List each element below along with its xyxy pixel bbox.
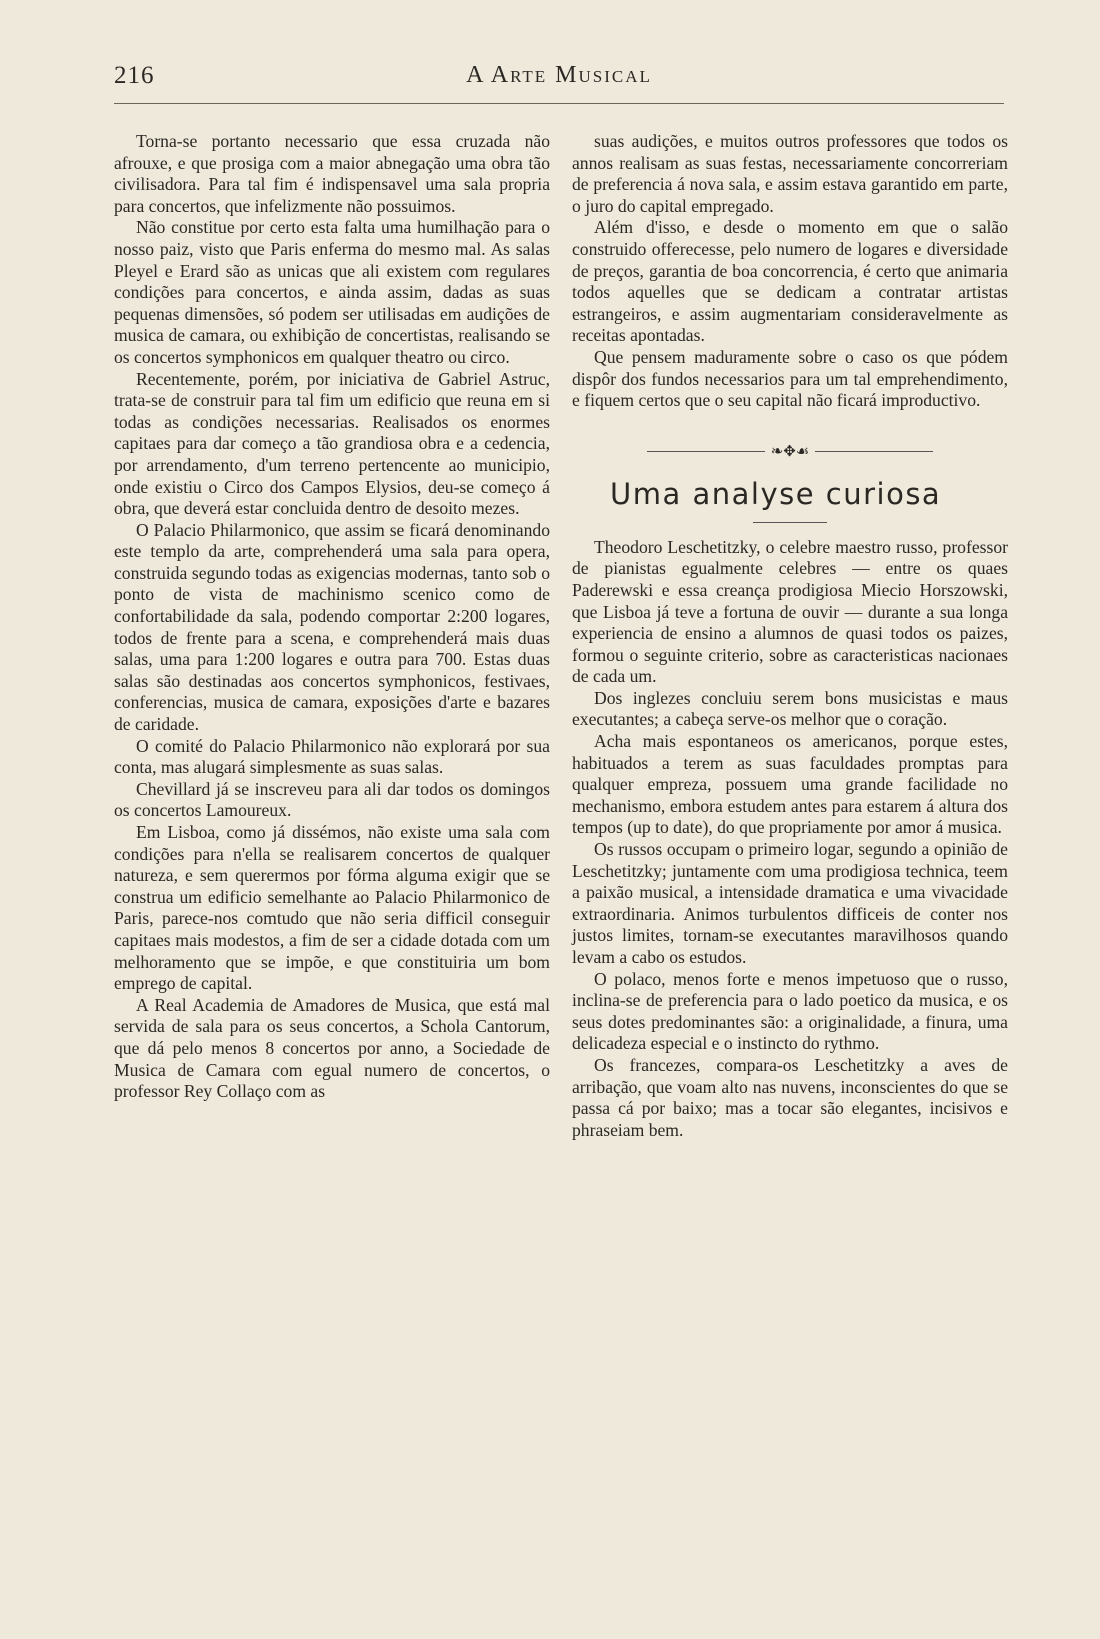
paragraph: Que pensem maduramente sobre o caso os que pódem dispôr dos fundos necessarios para um tal emprehendimento, e fiquem certos que o seu capital não ficará improductivo.	[572, 346, 1008, 411]
paragraph: Em Lisboa, como já dissémos, não existe uma sala com condições para n'ella se realisarem concertos de qualquer natureza, e sem querermos por fórma alguma exigir que se construa um edificio semelhante ao Palacio Philarmonico de Paris, parece-nos comtudo que não seria difficil conseguir capitaes mais modestos, a fim de ser a cidade dotada com um melhoramento que se impõe, e que constituiria um bom emprego de capital.	[114, 822, 550, 994]
section-divider	[572, 441, 1008, 460]
paragraph: Os francezes, compara-os Leschetitzky a aves de arribação, que voam alto nas nuvens, inconscientes do que se passa cá por baixo; mas a tocar são elegantes, incisivos e phraseiam bem.	[572, 1054, 1008, 1140]
paragraph: Torna-se portanto necessario que essa cruzada não afrouxe, e que prosiga com a maior abnegação uma obra tão civilisadora. Para tal fim é indispensavel uma sala propria para concertos, que infelizmente não possuimos.	[114, 131, 550, 216]
section-title: Uma analyse curiosa	[610, 476, 942, 511]
paragraph: Chevillard já se inscreveu para ali dar todos os domingos os concertos Lamoureux.	[114, 778, 550, 821]
fleuron-icon: ❧✥☙	[770, 441, 810, 460]
paragraph: suas audições, e muitos outros professores que todos os annos realisam as suas festas, necessariamente concorreriam de preferencia á nova sala, e assim estava garantido em parte, o juro do capital empregado.	[572, 131, 1008, 216]
divider-line-left	[647, 451, 765, 452]
paragraph: O comité do Palacio Philarmonico não explorará por sua conta, mas alugará simplesmente as suas salas.	[114, 735, 550, 778]
paragraph: Não constitue por certo esta falta uma humilhação para o nosso paiz, visto que Paris enferma do mesmo mal. As salas Pleyel e Erard são as unicas que ali existem com regulares condições para concertos, e ainda assim, dadas as suas pequenas dimensões, só podem ser utilisadas em audições de musica de camara, ou exhibição de concertistas, realisando se os concertos symphonicos em qualquer theatro ou circo.	[114, 217, 550, 367]
paragraph: Recentemente, porém, por iniciativa de Gabriel Astruc, trata-se de construir para tal fim um edificio que reuna em si todas as condições necessarias. Realisados os enormes capitaes para dar começo a tão grandiosa obra e a cedencia, por arrendamento, d'um terreno pertencente ao municipio, onde existiu o Circo dos Campos Elysios, deu-se começo á obra, que deverá estar concluida dentro de desoito mezes.	[114, 368, 550, 519]
paragraph: Os russos occupam o primeiro logar, segundo a opinião de Leschetitzky; juntamente com uma prodigiosa technica, teem a paixão musical, a intensidade dramatica e uma vivacidade extraordinaria. Animos turbulentos difficeis de conter nos justos limites, tornam-se executantes maravilhosos quando levam a cabo os estudos.	[572, 839, 1008, 967]
right-column	[572, 131, 1008, 1141]
paragraph: Dos inglezes concluiu serem bons musicistas e maus executantes; a cabeça serve-os melhor que o coração.	[572, 687, 1008, 730]
title-underline	[753, 522, 827, 523]
page-header	[114, 62, 1004, 102]
paragraph: Além d'isso, e desde o momento em que o salão construido offerecesse, pelo numero de logares e diversidade de preços, garantia de boa concorrencia, é certo que animaria todos aquelles que se dedicam a contratar artistas estrangeiros, e assim augmentariam consideravelmente as receitas apontadas.	[572, 217, 1008, 346]
divider-line-right	[815, 451, 933, 452]
paragraph: O Palacio Philarmonico, que assim se ficará denominando este templo da arte, comprehenderá uma sala para opera, construida segundo todas as exigencias modernas, tanto sob o ponto de vista de machinismo scenico como de confortabilidade da sala, podendo comportar 2:200 logares, todos de frente para a scena, e comprehenderá mais duas salas, uma para 1:200 logares e outra para 700. Estas duas salas são destinadas aos concertos symphonicos, festivaes, conferencias, musica de camara, exposições d'arte e bazares de caridade.	[114, 519, 550, 735]
running-title: A Arte Musical	[466, 62, 652, 88]
left-column	[114, 131, 550, 1103]
paragraph: A Real Academia de Amadores de Musica, que está mal servida de sala para os seus concertos, a Schola Cantorum, que dá pelo menos 8 concertos por anno, a Sociedade de Musica de Camara com egual numero de concertos, o professor Rey Collaço com as	[114, 994, 550, 1102]
paragraph: Acha mais espontaneos os americanos, porque estes, habituados a terem as suas faculdades promptas para qualquer empreza, possuem uma grande facilidade no mechanismo, embora estudem antes para estarem á altura dos tempos (up to date), do que propriamente por amor á musica.	[572, 731, 1008, 838]
page-number: 216	[114, 62, 155, 89]
paragraph: Theodoro Leschetitzky, o celebre maestro russo, professor de pianistas egualmente celebres — entre os quaes Paderewski e essa creança prodigiosa Miecio Horszowski, que Lisboa já teve a fortuna de ouvir — durante a sua longa experiencia de ensino a alumnos de quasi todos os paizes, formou o seguinte criterio, sobre as caracteristicas nacionaes de cada um.	[572, 536, 1008, 687]
header-rule	[114, 103, 1004, 104]
paragraph: O polaco, menos forte e menos impetuoso que o russo, inclina-se de preferencia para o lado poetico da musica, e os seus dotes predominantes são: a originalidade, a finura, uma delicadeza especial e o instincto do rythmo.	[572, 968, 1008, 1054]
